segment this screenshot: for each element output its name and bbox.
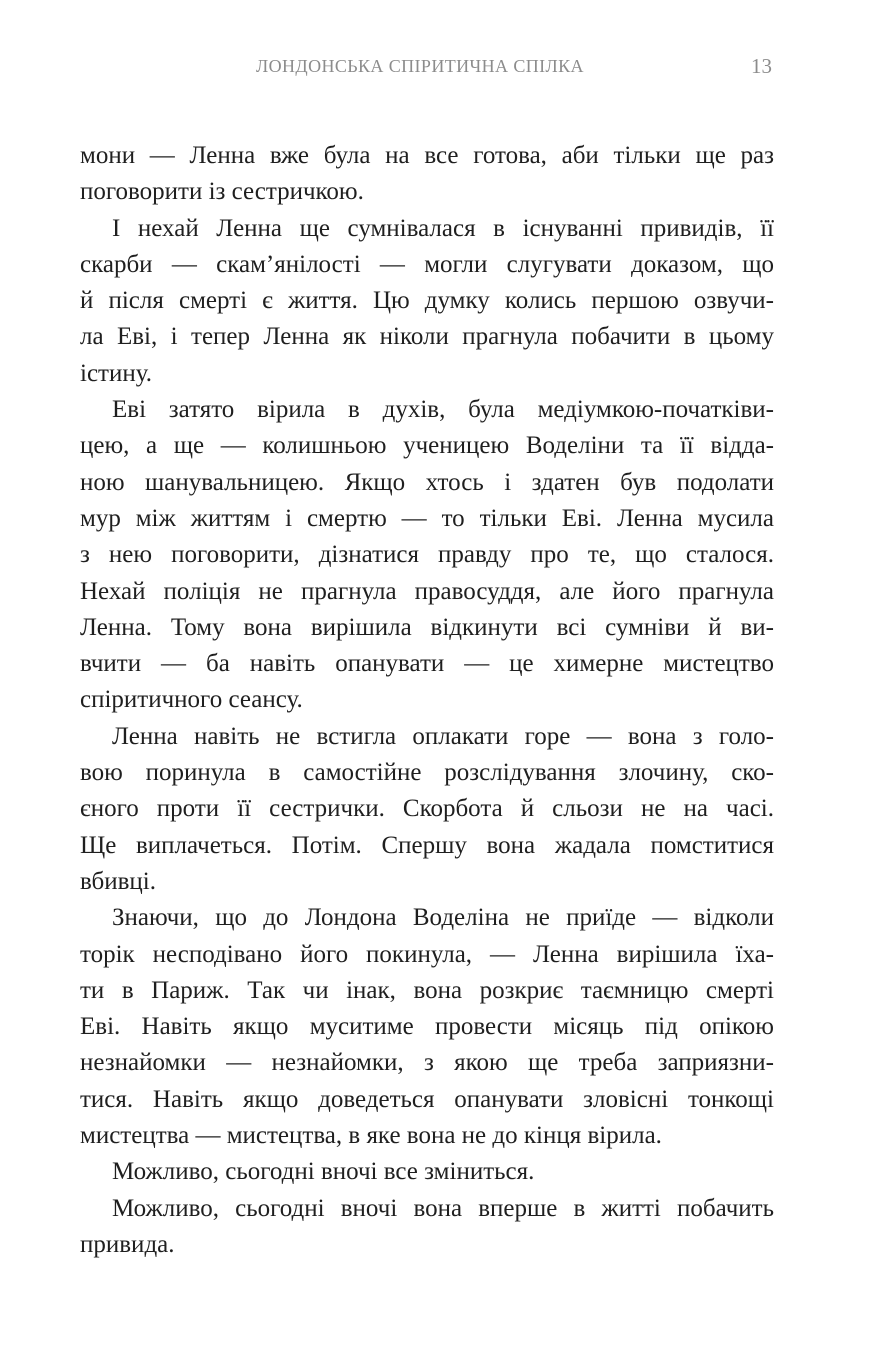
running-title: ЛОНДОНСЬКА СПІРИТИЧНА СПІЛКА (256, 56, 584, 76)
body-text (80, 138, 774, 1263)
text-line: поговорити із сестричкою. (80, 178, 364, 206)
text-line: Ленна навіть не встигла оплакати горе — вона з голо- (112, 722, 774, 750)
text-line: привида. (80, 1230, 175, 1258)
text-line: вбивці. (80, 867, 156, 895)
text-line: єного проти її сестрички. Скорбота й сльози не на часі. (80, 795, 774, 823)
paragraph (80, 211, 774, 392)
text-line: Можливо, сьогодні вночі вона вперше в житті побачить (112, 1194, 774, 1222)
text-line: цею, а ще — колишньою ученицею Воделіни та її відда- (80, 432, 774, 460)
paragraph (80, 1154, 774, 1190)
text-line: мур між життям і смертю — то тільки Еві. Ленна мусила (80, 504, 774, 532)
page-number: 13 (751, 54, 772, 78)
text-line: тися. Навіть якщо доведеться опанувати зловісні тонкощі (80, 1085, 774, 1113)
text-line: ти в Париж. Так чи інак, вона розкриє таємницю смерті (80, 976, 774, 1004)
text-line: вчити — ба навіть опанувати — це химерне мистецтво (80, 650, 774, 678)
text-line: скарби — скам’янілості — могли слугувати доказом, що (80, 250, 774, 278)
text-line: ною шанувальницею. Якщо хтось і здатен був подолати (80, 468, 774, 496)
paragraph (80, 138, 774, 211)
text-line: й після смерті є життя. Цю думку колись першою озвучи- (80, 287, 774, 315)
text-line: Можливо, сьогодні вночі все зміниться. (112, 1158, 535, 1186)
text-line: істину. (80, 359, 152, 387)
paragraph (80, 1191, 774, 1264)
text-line: спіритичного сеансу. (80, 686, 303, 714)
text-line: Ленна. Тому вона вирішила відкинути всі сумніви й ви- (80, 613, 774, 641)
text-line: незнайомки — незнайомки, з якою ще треба заприязни- (80, 1049, 774, 1077)
running-head (0, 54, 870, 80)
text-line: мистецтва — мистецтва, в яке вона не до кінця вірила. (80, 1122, 662, 1150)
paragraph (80, 719, 774, 900)
text-line: І нехай Ленна ще сумнівалася в існуванні привидів, її (112, 214, 774, 242)
text-line: Еві затято вірила в духів, була медіумкою-початківи- (112, 396, 774, 424)
text-line: Нехай поліція не прагнула правосуддя, але його прагнула (80, 577, 774, 605)
paragraph (80, 900, 774, 1154)
text-line: з нею поговорити, дізнатися правду про те, що сталося. (80, 541, 774, 569)
text-line: Еві. Навіть якщо муситиме провести місяць під опікою (80, 1013, 774, 1041)
text-line: Знаючи, що до Лондона Воделіна не приїде — відколи (112, 904, 774, 932)
text-line: Ще виплачеться. Потім. Спершу вона жадала помститися (80, 831, 774, 859)
paragraph (80, 392, 774, 719)
text-line: вою поринула в самостійне розслідування злочину, ско- (80, 759, 774, 787)
text-line: ла Еві, і тепер Ленна як ніколи прагнула побачити в цьому (80, 323, 774, 351)
text-line: торік несподівано його покинула, — Ленна вирішила їха- (80, 940, 774, 968)
text-line: мони — Ленна вже була на все готова, аби тільки ще раз (80, 142, 774, 169)
